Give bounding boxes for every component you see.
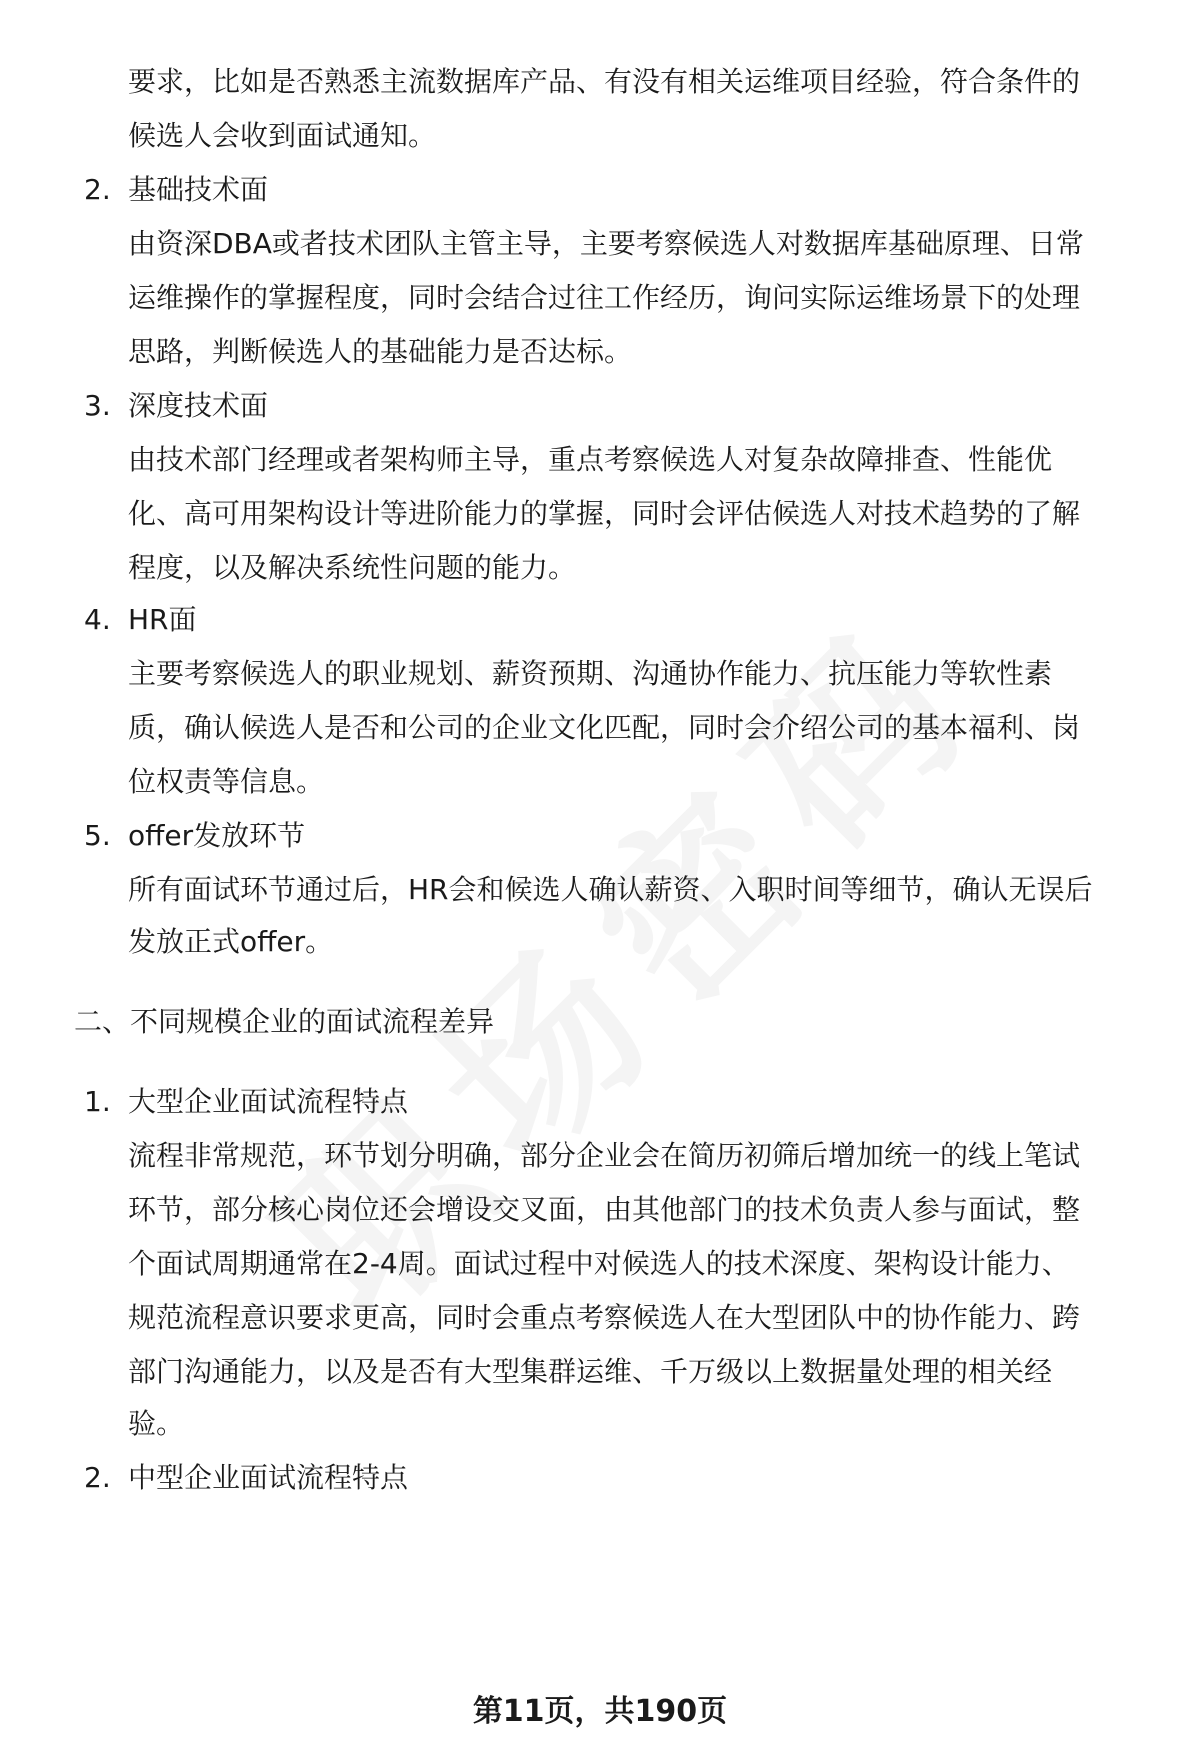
list-number: 3.	[84, 389, 111, 422]
paragraph-line: 质，确认候选人是否和公司的企业文化匹配，同时会介绍公司的基本福利、岗	[128, 711, 1081, 744]
list-number: 5.	[84, 819, 111, 852]
paragraph-line: 由技术部门经理或者架构师主导，重点考察候选人对复杂故障排查、性能优	[128, 443, 1053, 476]
paragraph-line: 思路，判断候选人的基础能力是否达标。	[128, 335, 633, 368]
paragraph-line: 位权责等信息。	[128, 765, 325, 798]
paragraph-line: 环节，部分核心岗位还会增设交叉面，由其他部门的技术负责人参与面试，整	[128, 1193, 1081, 1226]
list-item-title: 基础技术面	[128, 173, 269, 206]
list-item-title: offer发放环节	[128, 819, 306, 852]
paragraph-line: 化、高可用架构设计等进阶能力的掌握，同时会评估候选人对技术趋势的了解	[128, 497, 1081, 530]
paragraph-line: 个面试周期通常在2-4周。面试过程中对候选人的技术深度、架构设计能力、	[128, 1247, 1070, 1280]
intro-line: 候选人会收到面试通知。	[128, 119, 437, 152]
list-number: 2.	[84, 173, 111, 206]
page-number: 第11页，共190页	[472, 1694, 728, 1729]
list-item-title: HR面	[128, 603, 197, 636]
paragraph-line: 所有面试环节通过后，HR会和候选人确认薪资、入职时间等细节，确认无误后	[128, 873, 1093, 906]
paragraph-line: 流程非常规范，环节划分明确，部分企业会在简历初筛后增加统一的线上笔试	[128, 1139, 1081, 1172]
paragraph-line: 验。	[128, 1407, 185, 1440]
section-heading: 二、不同规模企业的面试流程差异	[74, 1005, 495, 1038]
list-number: 4.	[84, 603, 111, 636]
list-item-title: 中型企业面试流程特点	[128, 1461, 409, 1494]
paragraph-line: 部门沟通能力，以及是否有大型集群运维、千万级以上数据量处理的相关经	[128, 1355, 1053, 1388]
list-number: 2.	[84, 1461, 111, 1494]
paragraph-line: 由资深DBA或者技术团队主管主导，主要考察候选人对数据库基础原理、日常	[128, 227, 1084, 260]
paragraph-line: 发放正式offer。	[128, 925, 334, 958]
list-item-title: 大型企业面试流程特点	[128, 1085, 409, 1118]
list-item-title: 深度技术面	[128, 389, 269, 422]
paragraph-line: 主要考察候选人的职业规划、薪资预期、沟通协作能力、抗压能力等软性素	[128, 657, 1053, 690]
paragraph-line: 程度，以及解决系统性问题的能力。	[128, 551, 577, 584]
list-number: 1.	[84, 1085, 111, 1118]
intro-line: 要求，比如是否熟悉主流数据库产品、有没有相关运维项目经验，符合条件的	[128, 65, 1081, 98]
paragraph-line: 规范流程意识要求更高，同时会重点考察候选人在大型团队中的协作能力、跨	[128, 1301, 1081, 1334]
paragraph-line: 运维操作的掌握程度，同时会结合过往工作经历，询问实际运维场景下的处理	[128, 281, 1081, 314]
